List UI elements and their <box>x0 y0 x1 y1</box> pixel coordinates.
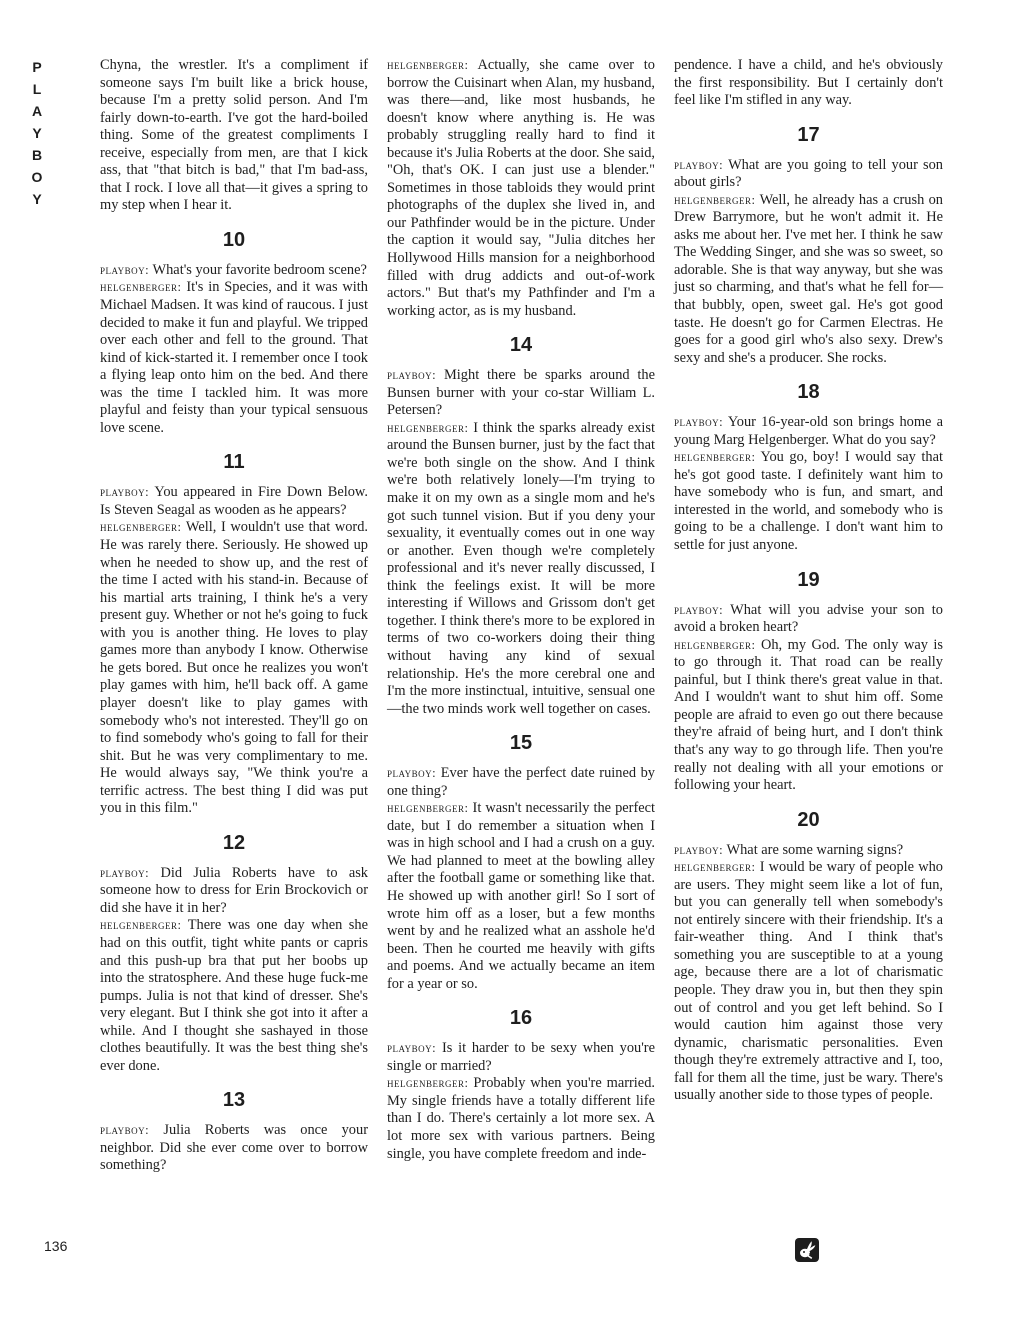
magazine-name-letter: P <box>32 59 42 75</box>
magazine-name-letter: L <box>32 81 42 97</box>
magazine-name-letter: B <box>31 147 43 163</box>
paragraph-text: What will you advise your son to avoid a broken heart? <box>674 601 943 636</box>
speaker-label-subject: helgenberger: <box>387 420 469 435</box>
paragraph-text: Probably when you're married. My single friends have a totally different life than I do. There's certainly a lot more sex. A lot more sex with various partners. Being single, you have complete freedom and inde- <box>387 1075 655 1162</box>
speaker-label-subject: helgenberger: <box>674 192 756 207</box>
speaker-label-interviewer: playboy: <box>387 1041 437 1056</box>
interview-answer <box>674 192 943 367</box>
question-number: 18 <box>797 381 820 404</box>
magazine-name-letter: A <box>31 103 43 119</box>
question-number: 20 <box>797 808 820 831</box>
interview-question <box>387 367 655 420</box>
magazine-name-vertical <box>24 56 50 210</box>
speaker-label-subject: helgenberger: <box>100 280 182 295</box>
speaker-label-interviewer: playboy: <box>674 157 724 172</box>
paragraph-text: Your 16-year-old son brings home a young Marg Helgenberger. What do you say? <box>674 414 943 448</box>
paragraph-text: Oh, my God. The only way is to go through it. That road can be really painful, but I think there's great value in that. And I wouldn't want to shut him off. Some people are afraid to even go out there because they're afraid of being hurt, and I don't think that's any way to go through life. Then you're really not dealing with all your emotions or following your heart. <box>674 636 943 794</box>
paragraph-text: I would be wary of people who are users. They might seem like a lot of fun, but you can generally tell when somebody's not entirely sincere with their friendship. It's a fair-weather thing. And I think that's something you are susceptible to at a young age, because there are a lot of charismatic people. They draw you in, but then they spin out of control and you get left behind. So I would caution him against those very dynamic, charismatic personalities. Even though they're extremely attractive and I, too, fall for them all the time, just be wary. There's usually another side to those types of people. <box>674 859 943 1104</box>
speaker-label-interviewer: playboy: <box>674 842 724 857</box>
question-number: 17 <box>797 123 820 146</box>
speaker-label-interviewer: playboy: <box>674 602 724 617</box>
interview-question <box>674 414 943 449</box>
paragraph-text: I think the sparks already exist around the Bunsen burner, just by the fact that we're both single on the show. And I think we're both relatively lonely—I'm trying to make it on my own as a single mom and he's got such tunnel vision. But if you deny your sexuality, it eventually comes out in one way or another. Even though we're completely professional and it's never really discussed, I think the feelings exist. It will be more interesting if Willows and Grissom don't get together. I think there's more to be explored in terms of two co-workers doing their thing without having any kind of sexual relationship. He's the more cerebral one and I'm the more instinctual, intuitive, sensual one—the two minds work well together on cases. <box>387 419 655 717</box>
speaker-label-subject: helgenberger: <box>674 860 756 875</box>
interview-question <box>100 1122 368 1175</box>
question-number: 16 <box>509 1007 533 1030</box>
speaker-label-interviewer: playboy: <box>100 1123 150 1138</box>
paragraph-text: You appeared in Fire Down Below. Is Steven Seagal as wooden as he appears? <box>100 484 368 518</box>
speaker-label-interviewer: playboy: <box>674 415 724 430</box>
interview-answer <box>387 57 655 320</box>
speaker-label-interviewer: playboy: <box>100 485 150 500</box>
paragraph-text: It wasn't necessarily the perfect date, but I do remember a situation when I was in high school and I had a crush on a guy. We had planned to meet at the bowling alley after the football game or something like that. He showed up with another girl! So I sort of wrote him off as a loser, but a few months went by and he realized what an asshole he'd been. Then he courted me heavily with gifts and poems. And we actually became an item for a year or so. <box>387 800 656 992</box>
interview-answer <box>387 1075 655 1163</box>
question-number: 14 <box>509 334 533 357</box>
paragraph-text: Julia Roberts was once your neighbor. Did she ever come over to borrow something? <box>100 1122 368 1174</box>
interview-answer <box>100 917 368 1075</box>
interview-answer <box>674 859 943 1105</box>
paragraph-text: Well, he already has a crush on Drew Barrymore, but he won't admit it. He asks me about her. I've met her. I think he saw The Wedding Singer, and she was so sweet, so adorable. She is that way anyway, but she was just so charming, and that's what he fell for—that bubbly, open, sweet gal. He's got good taste. He doesn't go for Carmen Electras. He goes for a good girl who's also sexy. Drew's sexy and she's a producer. She rocks. <box>674 191 943 366</box>
question-number: 11 <box>223 451 245 474</box>
magazine-name-letter: O <box>31 169 43 185</box>
paragraph-text: What's your favorite bedroom scene? <box>152 261 367 278</box>
question-number: 10 <box>222 228 246 251</box>
question-number: 19 <box>797 568 820 591</box>
magazine-name-letter: Y <box>32 191 42 207</box>
question-number: 13 <box>222 1089 246 1112</box>
speaker-label-subject: helgenberger: <box>674 450 756 465</box>
page-number: 136 <box>44 1238 68 1254</box>
speaker-label-interviewer: playboy: <box>100 865 150 880</box>
interview-question <box>674 157 943 192</box>
interview-answer <box>387 800 655 993</box>
interview-question <box>100 484 368 519</box>
magazine-name-letter: Y <box>32 125 42 141</box>
paragraph-text: It's in Species, and it was with Michael Madsen. It was kind of raucous. I just decided to make it fun and playful. We tripped over each other and fell to the ground. That kind of kick-started it. I remember once I took a flying leap onto him on the bed. And there was the time I tackled him. It was more playful and feisty than your typical sensuous love scene. <box>100 279 368 436</box>
speaker-label-interviewer: playboy: <box>387 766 437 781</box>
speaker-label-interviewer: playboy: <box>387 368 437 383</box>
interview-question <box>674 842 943 860</box>
body-paragraph: pendence. I have a child, and he's obviously the first responsibility. But I certainly don't feel like I'm stifled in any way. <box>674 57 943 109</box>
speaker-label-subject: helgenberger: <box>100 520 182 535</box>
paragraph-text: What are you going to tell your son about girls? <box>674 156 943 191</box>
speaker-label-subject: helgenberger: <box>387 1076 469 1091</box>
article-column-1 <box>100 57 368 1175</box>
interview-answer <box>674 449 943 554</box>
body-paragraph: Chyna, the wrestler. It's a compliment if someone says I'm built like a brick house, because I'm a pretty solid person. And I'm fairly down-to-earth. I've got the hard-boiled thing. Some of the greatest compliments I receive, especially from men, are that I kick ass, that "that bitch is bad," that I'm bad-ass, that I rock. I love all that—it gives a spring to my step when I hear it. <box>100 57 368 214</box>
paragraph-text: Actually, she came over to borrow the Cuisinart when Alan, my husband, was there—and, like most husbands, he doesn't know where anything is. He was probably struggling really hard to find it because it's Julia Roberts at the door. She said, "Oh, that's OK. I can just use a blender." Sometimes in those tabloids they would print photographs of the duplex she lived in, and our Pathfinder would be in the picture. Under the caption it would say, "Julia ditches her Hollywood Hills mansion for a neighborhood filled with drug addicts and out-of-work actors." But that's my Pathfinder and I'm a working actor, as is my husband. <box>387 57 655 319</box>
interview-question <box>674 602 943 637</box>
speaker-label-interviewer: playboy: <box>100 262 150 277</box>
paragraph-text: There was one day when she had on this outfit, tight white pants or capris and this push-up bra that put her boobs up into the stratosphere. And these huge fuck-me pumps. Julia is not that kind of dresser. She's very elegant. But I think she got into it after a while. And I thought she sashayed in those clothes beautifully. It was the best thing she's ever done. <box>100 917 368 1074</box>
speaker-label-subject: helgenberger: <box>674 637 756 652</box>
question-number: 12 <box>222 831 246 854</box>
article-column-2 <box>387 57 655 1163</box>
question-number: 15 <box>509 732 533 755</box>
paragraph-text: Well, I wouldn't use that word. He was rarely there. Seriously. He showed up when he needed to show up, and the rest of the time I acted with his stand-in. Because of his martial arts training, I think he's a very present guy. Whether or not he's going to fuck with you is another thing. He loves to play games more than anybody I know. Otherwise he gets bored. But once he realizes you won't play games with him, he'll back off. A game player doesn't like to play games with somebody who's not interested. They'll go on to find somebody who's going to fall for their shit. But he was very complimentary to me. He would always say, "We think you're a terrific actress. The best thing I did was put you in this film." <box>100 519 369 817</box>
article-column-3 <box>674 57 943 1105</box>
interview-answer <box>387 420 655 718</box>
interview-answer <box>674 637 943 795</box>
paragraph-text: You go, boy! I would say that he's got good taste. I definitely want him to have somebody who is fun, and smart, and interested in the world, and somebody who is going to be a challenge. I don't want him to settle for just anyone. <box>674 449 943 554</box>
interview-question <box>387 1040 655 1075</box>
speaker-label-subject: helgenberger: <box>100 918 182 933</box>
paragraph-text: Ever have the perfect date ruined by one thing? <box>387 765 655 799</box>
interview-question <box>100 865 368 918</box>
paragraph-text: Is it harder to be sexy when you're single or married? <box>387 1040 655 1074</box>
paragraph-text: Did Julia Roberts have to ask someone how to dress for Erin Brockovich or did she have it in her? <box>100 864 368 916</box>
paragraph-text: Might there be sparks around the Bunsen burner with your co-star William L. Petersen? <box>387 367 655 419</box>
interview-answer <box>100 279 368 437</box>
interview-question <box>387 765 655 800</box>
speaker-label-subject: helgenberger: <box>387 801 469 816</box>
paragraph-text: What are some warning signs? <box>726 841 904 858</box>
rabbit-head-logo-icon <box>795 1238 819 1262</box>
interview-answer <box>100 519 368 817</box>
interview-question <box>100 262 368 280</box>
speaker-label-subject: helgenberger: <box>387 58 469 72</box>
